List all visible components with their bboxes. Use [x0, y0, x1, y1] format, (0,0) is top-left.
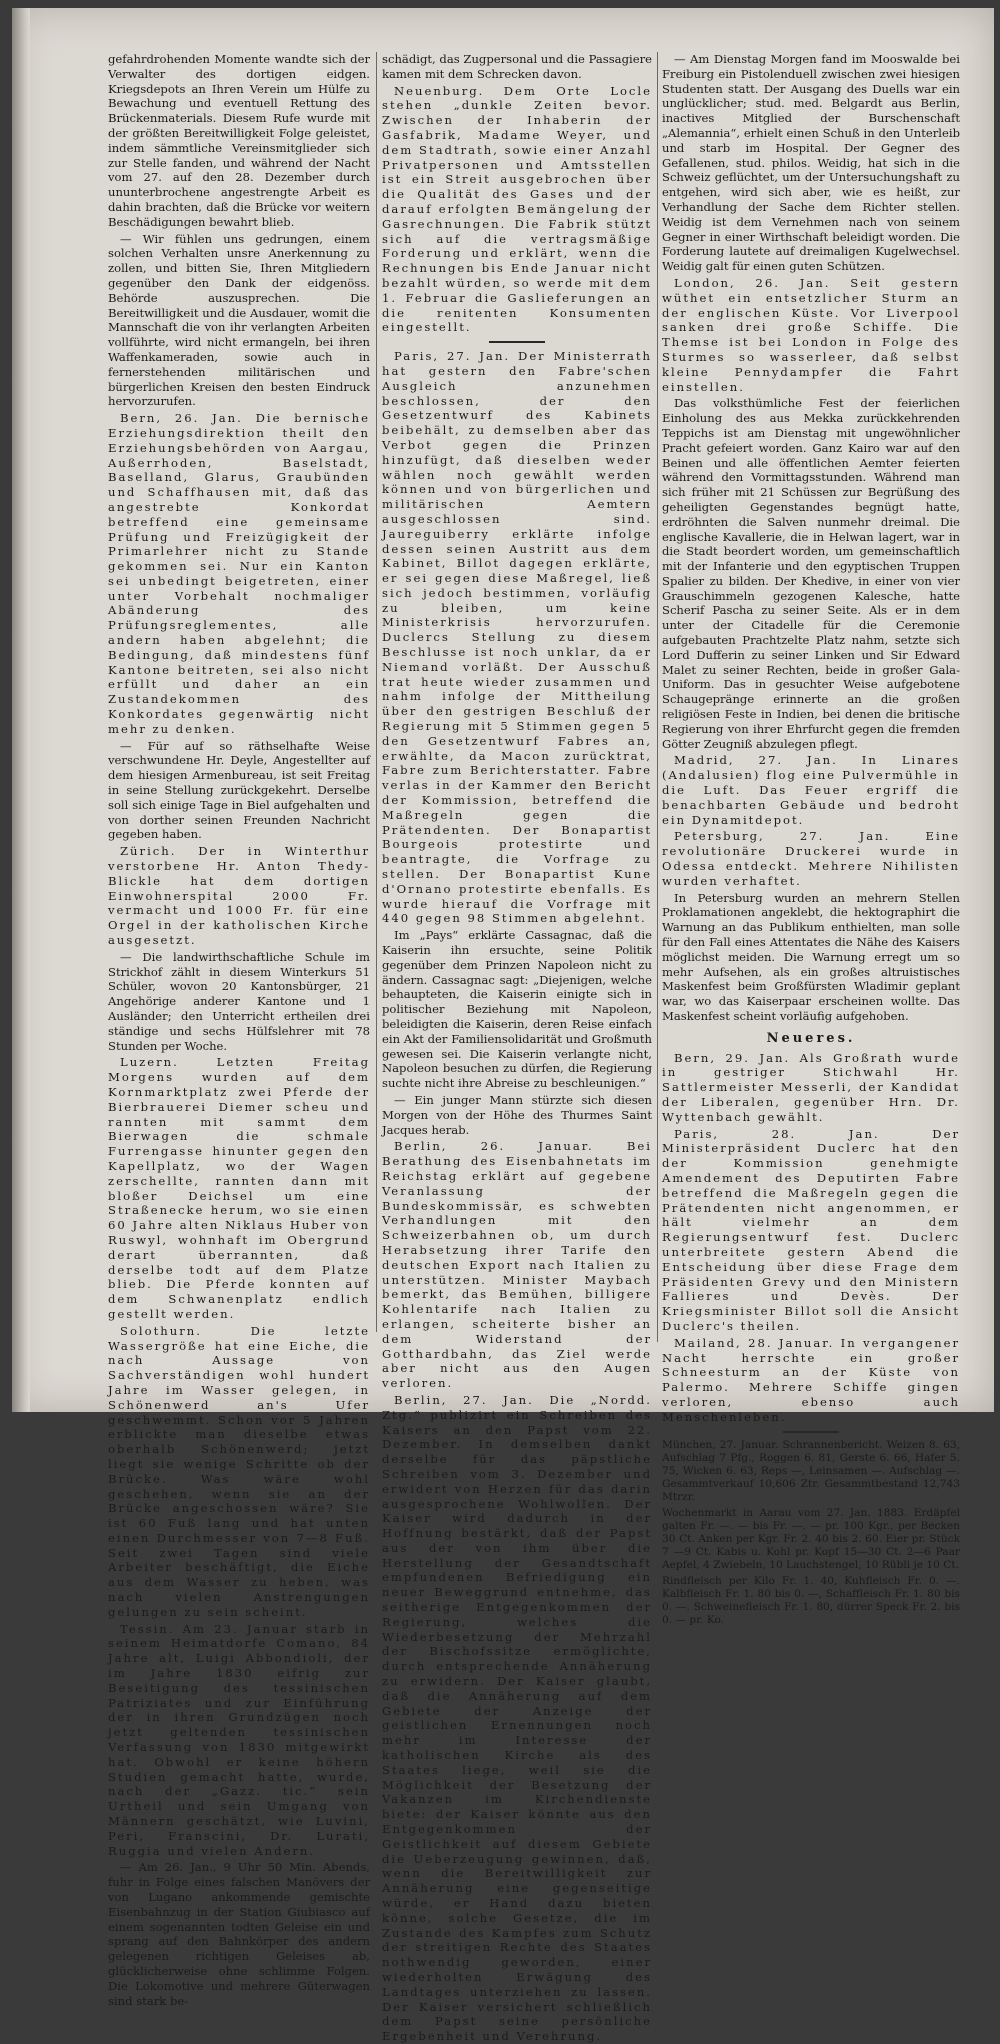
- article-paragraph: gefahrdrohenden Momente wandte sich der Verwalter des dortigen eidgen. Kriegsdepots an Ihren Verein um Hülfe zu Bewachung und eventuell Rettung des Brückenmaterials. Diesem Rufe wurde mit der größten Bereitwilligkeit Folge geleistet, indem sämmtliche Vereinsmitglieder sich zur Stelle fanden, und während der Nacht vom 27. auf den 28. Dezember durch ununterbrochene angestrengte Arbeit es dahin brachten, daß die Brücke vor weitern Beschädigungen bewahrt blieb.: [108, 52, 370, 229]
- section-heading-neueres: Neueres.: [766, 1030, 856, 1046]
- column-1: [108, 52, 371, 2008]
- article-paragraph: — Wir fühlen uns gedrungen, einem solchen Verhalten unsre Anerkennung zu zollen, und bitten Sie, Ihren Mitgliedern gegenüber den Dank der eidgenöss. Behörde auszusprechen. Die Bereitwilligkeit und die Ausdauer, womit die Mannschaft die von ihr verlangten Arbeiten vollführte, wird nicht ermangeln, bei ihren Waffenkameraden, sowie auch in fernerstehenden militärischen und bürgerlichen Kreisen den besten Eindruck hervorzurufen.: [108, 231, 371, 409]
- section-separator: [783, 1431, 839, 1433]
- article-duell: — Am Dienstag Morgen fand im Mooswalde bei Freiburg ein Pistolenduell zwischen zwei hiesigen Studenten statt. Der Ausgang des Duells war ein unglücklicher; stud. med. Belgardt aus Berlin, inactives Mitglied der Burschenschaft „Alemannia“, erhielt einen Schuß in den Unterleib und starb im Hospital. Der Gegner des Gefallenen, stud. philos. Weidig, hat sich in die Schweiz geflüchtet, um der Untersuchungshaft zu entgehen, wird sich aber, wie es heißt, zur Verhandlung der Sache dem Richter stellen. Weidig ist dem Vernehmen nach von seinem Gegner in einer Wirthschaft beleidigt worden. Die Forderung lautete auf dreimaligen Kugelwechsel. Weidig galt für einen guten Schützen.: [662, 52, 960, 274]
- market-reports: [662, 1439, 960, 1628]
- article-tessin: Tessin. Am 23. Januar starb in seinem Heimatdorfe Comano, 84 Jahre alt, Luigi Abbondioli, der im Jahre 1830 eifrig zur Beseitigung des tessinischen Patriziates und zur Einführung der in ihren Grundzügen noch jetzt geltenden tessinischen Verfassung von 1830 mitgewirkt hat. Obwohl er keine höhern Studien gemacht hatte, wurde, nach der „Gazz. tic.“ sein Urtheil und sein Umgang von Männern geschätzt, wie Luvini, Peri, Franscini, Dr. Lurati, Ruggia und vielen Andern.: [108, 1621, 370, 1858]
- article-paragraph: schädigt, das Zugpersonal und die Passagiere kamen mit dem Schrecken davon.: [382, 52, 652, 81]
- article-bern-grossrath: Bern, 29. Jan. Als Großrath wurde in gestriger Stichwahl Hr. Sattlermeister Messerli, der Kandidat der Liberalen, gegenüber Hrn. Dr. Wyttenbach gewählt.: [662, 1050, 960, 1124]
- article-kairo: Das volksthümliche Fest der feierlichen Einholung des aus Mekka zurückkehrenden Teppichs ist am Dienstag mit ungewöhnlicher Pracht gefeiert worden. Ganz Kairo war auf den Beinen und alle öffentlichen Aemter feierten während den Vormittagsstunden. Während man sich früher mit 21 Schüssen zur Begrüßung des geheiligten Gegenstandes begnügt hatte, erdröhnten die Salven nunmehr dreimal. Die englische Kavallerie, die in Helwan lagert, war in die Stadt beordert worden, um gemeinschaftlich mit der Infanterie und den egyptischen Truppen Spalier zu bilden. Der Khedive, in einer von vier Grauschimmeln gezogenen Kalesche, hatte Scherif Pascha zu seiner Seite. Als er in dem unter der Citadelle für die Ceremonie aufgebauten Prachtzelte Platz nahm, setzte sich Lord Dufferin zu seiner Linken und Sir Edward Malet zu seiner Rechten, beide in großer Gala-Uniform. Das in gesuchter Weise aufgebotene Schaugepränge erinnerte an die großen religiösen Feste in Indien, bei denen die britische Regierung von ihrer Ehrfurcht gegen die fremden Götter Zeugniß abzulegen pflegt.: [662, 396, 960, 751]
- section-separator: [489, 341, 545, 343]
- article-luzern: Luzern. Letzten Freitag Morgens wurden auf dem Kornmarktplatz zwei Pferde der Bierbrauerei Diemer scheu und rannten mit sammt dem Bierwagen die schmale Furrengasse hinunter gegen den Kapellplatz, wo der Wagen zerschellte, rannten dann mit bloßer Deichsel um eine Straßenecke herum, wo sie einen 60 Jahre alten Niklaus Huber von Ruswyl, wohnhaft im Obergrund derart überrannten, daß derselbe todt auf dem Platze blieb. Die Pferde konnten auf dem Schwanenplatz endlich gestellt werden.: [108, 1055, 370, 1321]
- article-zuerich: Zürich. Der in Winterthur verstorbene Hr. Anton Thedy-Blickle hat dem dortigen Einwohnerspital 2000 Fr. vermacht und 1000 Fr. für eine Orgel in der katholischen Kirche ausgesetzt.: [108, 844, 370, 948]
- article-mailand: Mailand, 28. Januar. In vergangener Nacht herrschte ein großer Schneesturm an der Küste von Palermo. Mehrere Schiffe gingen verloren, ebenso auch Menschenleben.: [662, 1335, 960, 1424]
- article-paragraph: — Am 26. Jan., 9 Uhr 50 Min. Abends, fuhr in Folge eines falschen Manövers der von Lugano ankommende gemischte Eisenbahnzug in der Station Giubiasco auf einem sogenannten todten Geleise ein und sprang auf den Bahnkörper des andern gelegenen richtigen Geleises ab, glücklicherweise ohne schlimme Folgen. Die Lokomotive und mehrere Güterwagen sind stark be-: [108, 1860, 370, 2008]
- article-madrid: Madrid, 27. Jan. In Linares (Andalusien) flog eine Pulvermühle in die Luft. Das Feuer ergriff die benachbarten Gebäude und bedroht ein Dynamitdepot.: [662, 753, 960, 827]
- article-paragraph: In Petersburg wurden an mehrern Stellen Proklamationen angeklebt, die hektographirt die Warnung an das Publikum enthielten, man solle für den Fall eines Attentates die Nähe des Kaisers möglichst meiden. Die Warnung erregt um so mehr Aufsehen, als ein großes altruistisches Maskenfest beim Großfürsten Wladimir geplant war, wo das Kaiserpaar erscheinen wollte. Das Maskenfest scheint vorläufig aufgehoben.: [662, 890, 960, 1023]
- article-berlin-eisenbahn: Berlin, 26. Januar. Bei Berathung des Eisenbahnetats im Reichstag erklärt auf gegebene Veranlassung der Bundeskommissär, es schwebten Verhandlungen mit den Schweizerbahnen ob, um durch Herabsetzung ihrer Tarife den deutschen Export nach Italien zu unterstützen. Minister Maybach bemerkt, das Bemühen, billigere Kohlentarife nach Italien zu erlangen, scheiterte bisher an dem Widerstand der Gotthardbahn, das Ziel werde aber nicht aus den Augen verloren.: [382, 1139, 652, 1391]
- article-paris-duclerc: Paris, 28. Jan. Der Ministerpräsident Duclerc hat den der Kommission genehmigte Amendement des Deputirten Fabre betreffend die Maßregeln gegen die Prätendenten nicht angenommen, er hält vielmehr an dem Regierungsentwurf fest. Duclerc unterbreitete gestern Abend die Entscheidung über diese Frage dem Präsidenten Grevy und den Ministern Fallieres und Devès. Der Kriegsminister Billot soll die Ansicht Duclerc's theilen.: [662, 1126, 960, 1333]
- article-solothurn: Solothurn. Die letzte Wassergröße hat eine Eiche, die nach Aussage von Sachverständigen wohl hundert Jahre im Wasser gelegen, in Schönenwerd an's Ufer geschwemmt. Schon vor 5 Jahren erblickte man dieselbe etwas oberhalb Schönenwerd; jetzt liegt sie wenige Schritte ob der Brücke. Was wäre wohl geschehen, wenn sie an der Brücke angeschossen wäre? Sie ist 60 Fuß lang und hat unten einen Durchmesser von 7—8 Fuß. Seit zwei Tagen sind viele Arbeiter beschäftigt, die Eiche aus dem Wasser zu heben, was nach vielen Anstrengungen gelungen zu sein scheint.: [108, 1323, 370, 1619]
- column-3: [662, 52, 960, 1627]
- market-aarau: Wochenmarkt in Aarau vom 27. Jan. 1883. Erdäpfel galten Fr. —. — bis Fr. —. — pr. 100 Kgr., per Becken 30 Ct. Anken per Kgr. Fr. 2. 40 bis 2. 60. Eier pr. Stück 7 —9 Ct. Kabis u. Kohl pr. Kopf 15—30 Ct. 2—6 Paar Aepfel, 4 Zwiebeln, 10 Lauchstengel, 10 Rübli je 10 Ct.: [662, 1506, 960, 1572]
- newspaper-page: [12, 8, 994, 2044]
- market-muenchen: München, 27. Januar. Schrannenbericht. Weizen 8. 63, Aufschlag 7 Pfg., Roggen 6. 81, Gerste 6. 66, Hafer 5. 75, Wicken 6. 63, Reps —, Leinsamen —. Aufschlag —. Gesammtverkauf 10,606 Ztr. Gesammtbestand 12,743 Mtrzr.: [662, 1438, 960, 1504]
- article-neuenburg: Neuenburg. Dem Orte Locle stehen „dunkle Zeiten bevor. Zwischen der Inhaberin der Gasfabrik, Madame Weyer, und dem Stadtrath, sowie einer Anzahl Privatpersonen und Amtsstellen ist ein Streit ausgebrochen über die Qualität des Gases und der darauf erfolgten Bemängelung der Gasrechnungen. Die Fabrik stützt sich auf die vertragsmäßige Forderung und erklärt, wenn die Rechnungen bis Ende Januar nicht bezahlt würden, so werde mit dem 1. Februar die Gaslieferungen an die renitenten Konsumenten eingestellt.: [382, 83, 652, 335]
- article-bern-erziehung: Bern, 26. Jan. Die bernische Erziehungsdirektion theilt den Erziehungsbehörden von Aargau, Außerrhoden, Baselstadt, Baselland, Glarus, Graubünden und Schaffhausen mit, daß das angestrebte Konkordat betreffend eine gemeinsame Prüfung und Freizügigkeit der Primarlehrer nicht zu Stande gekommen sei. Nur ein Kanton sei unbedingt beigetreten, einer unter Vorbehalt nochmaliger Abänderung des Prüfungsreglementes, alle andern haben abgelehnt; die Bedingung, daß mindestens fünf Kantone beitreten, sei also nicht erfüllt und daher an ein Zustandekommen des Konkordates gegenwärtig nicht mehr zu denken.: [108, 411, 370, 736]
- market-fleisch: Rindfleisch per Kilo Fr. 1. 40, Kuhfleisch Fr. 0. —. Kalbfleisch Fr. 1. 80 bis 0. —, Schaffleisch Fr. 1. 80 bis 0. —. Schweinefleisch Fr. 1. 80, dürrer Speck Fr. 2. bis 0. — pr. Ko.: [662, 1574, 960, 1627]
- column-rule-left: [376, 52, 377, 1332]
- page-binding-edge: [12, 8, 30, 1412]
- article-london: London, 26. Jan. Seit gestern wüthet ein entsetzlicher Sturm an der englischen Küste. Vor Liverpool sanken drei große Schiffe. Die Themse ist bei London in Folge des Sturmes so wasserleer, daß selbst kleine Pennydampfer die Fahrt einstellen.: [662, 275, 960, 394]
- article-paris-ministerrath: Paris, 27. Jan. Der Ministerrath hat gestern den Fabre'schen Ausgleich anzunehmen beschlossen, der den Gesetzentwurf des Kabinets beibehält, zu demselben aber das Verbot gegen die Prinzen hinzufügt, daß dieselben weder wählen noch gewählt werden können und von bürgerlichen und militärischen Aemtern ausgeschlossen sind. Jaureguiberry erklärte infolge dessen seinen Austritt aus dem Kabinet, Billot dagegen erklärte, er sei gegen diese Maßregel, ließ sich jedoch bestimmen, vorläufig zu bleiben, um keine Ministerkrisis hervorzurufen. Duclercs Stellung zu diesem Beschlusse ist noch unklar, da er Niemand vorläßt. Der Ausschuß trat heute wieder zusammen und nahm infolge der Mittheilung über den gestrigen Beschluß der Regierung mit 5 Stimmen gegen 5 den Gesetzentwurf Fabres an, erwählte, da Macon zurücktrat, Fabre zum Berichterstatter. Fabre verlas in der Kammer den Bericht der Kommission, betreffend die Maßregeln gegen die Prätendenten. Der Bonapartist Bourgeois protestirte und beantragte, die Vorfrage zu stellen. Der Bonapartist Kune d'Ornano protestirte ebenfalls. Es wurde hierauf die Vorfrage mit 440 gegen 98 Stimmen abgelehnt.: [382, 349, 652, 926]
- article-berlin-papst: Berlin, 27. Jan. Die „Nordd. Ztg.“ publizirt ein Schreiben des Kaisers an den Papst vom 22. Dezember. In demselben dankt derselbe für das päpstliche Schreiben vom 3. Dezember und erwidert von Herzen für das darin ausgesprochene Wohlwollen. Der Kaiser wird dadurch in der Hoffnung bestärkt, daß der Papst aus der von ihm über die Herstellung der Gesandtschaft empfundenen Befriedigung ein neuer Beweggrund entnehme, das seitherige Entgegenkommen der Regierung, welches die Wiederbesetzung der Mehrzahl der Bischofssitze ermöglichte, durch entsprechende Annäherung zu erwidern. Der Kaiser glaubt, daß die Annäherung auf dem Gebiete der Anzeige der geistlichen Ernennungen noch mehr im Interesse der katholischen Kirche als des Staates liege, weil sie die Möglichkeit der Besetzung der Vakanzen im Kirchendienste biete: der Kaiser könnte aus den Entgegenkommen der Geistlichkeit auf diesem Gebiete die Ueberzeugung gewinnen, daß, wenn die Bereitwilligkeit zur Annäherung eine gegenseitige würde, er Hand dazu bieten könne, solche Gesetze, die im Zustande des Kampfes zum Schutz der streitigen Rechte des Staates nothwendig geworden, einer wiederholten Erwägung des Landtages unterziehen zu lassen. Der Kaiser versichert schließlich dem Papst seine persönliche Ergebenheit und Verehrung.: [382, 1392, 652, 2044]
- article-paragraph: — Die landwirthschaftliche Schule im Strickhof zählt in diesem Winterkurs 51 Schüler, wovon 20 Kantonsbürger, 21 Angehörige anderer Kantone und 1 Ausländer; den Unterricht ertheilen drei ständige und sechs Hülfslehrer mit 78 Stunden per Woche.: [108, 949, 370, 1053]
- article-petersburg: Petersburg, 27. Jan. Eine revolutionäre Druckerei wurde in Odessa entdeckt. Mehrere Nihilisten wurden verhaftet.: [662, 829, 960, 888]
- column-rule-right: [657, 52, 658, 1342]
- column-2: [382, 52, 652, 2044]
- article-paragraph: — Ein junger Mann stürzte sich diesen Morgen von der Höhe des Thurmes Saint Jacques herab.: [382, 1092, 652, 1137]
- article-paragraph: Im „Pays“ erklärte Cassagnac, daß die Kaiserin ihn ersuchte, seine Politik gegenüber dem Prinzen Napoleon nicht zu ändern. Cassagnac sagt: „Diejenigen, welche behaupteten, die Kaiserin einigte sich in politischer Beziehung mit Napoleon, beleidigten die Kaiserin, deren Reise einfach ein Akt der Familiensolidarität und Großmuth gewesen sei. Die Kaiserin verlangte nicht, Napoleon besuchen zu dürfen, die Regierung suchte nicht ihre Abreise zu beschleunigen.“: [382, 928, 652, 1091]
- article-paragraph: — Für auf so räthselhafte Weise verschwundene Hr. Deyle, Angestellter auf dem hiesigen Armenbureau, ist seit Freitag in seine Stellung zurückgekehrt. Derselbe soll sich einige Tage in Biel aufgehalten und von dorther seinen Freunden Nachricht gegeben haben.: [108, 738, 370, 842]
